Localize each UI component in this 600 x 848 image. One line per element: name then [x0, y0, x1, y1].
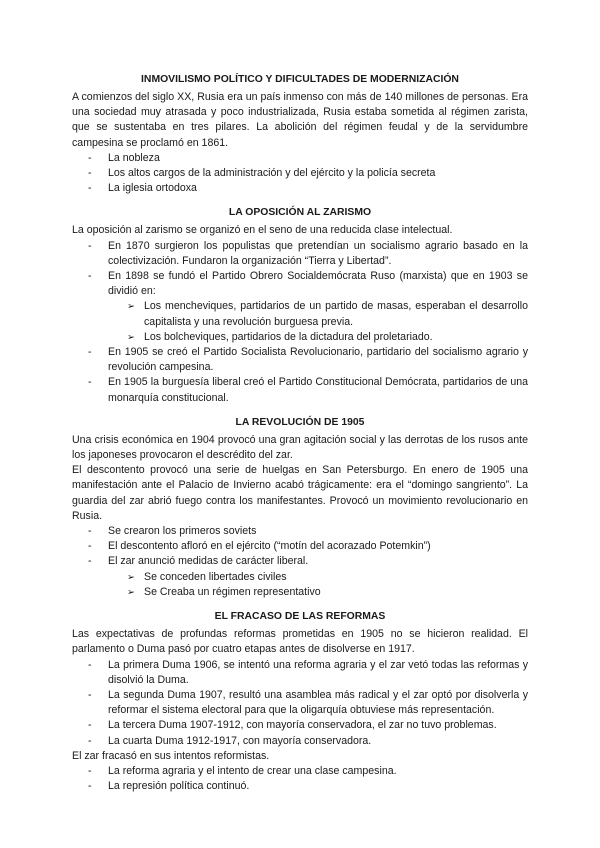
list-item: - En 1870 surgieron los populistas que pretendían un socialismo agrario basado en la colectivización. Fundaron la organización “Tierra y Libertad”.: [72, 239, 528, 269]
list-item: - Los altos cargos de la administración y del ejército y la policía secreta: [72, 166, 528, 181]
list-item: - La primera Duma 1906, se intentó una reforma agraria y el zar vetó todas las reformas y disolvió la Duma.: [72, 658, 528, 688]
sub-list-item-text: Se Creaba un régimen representativo: [144, 585, 321, 598]
sub-list-item: [72, 570, 528, 585]
list: [72, 151, 528, 197]
list-item: - En 1898 se fundó el Partido Obrero Socialdemócrata Ruso (marxista) que en 1903 se dividió en:: [72, 269, 528, 299]
list-item: - En 1905 la burguesía liberal creó el Partido Constitucional Demócrata, partidarios de una monarquía constitucional.: [72, 375, 528, 405]
sub-list-item: [72, 299, 528, 329]
arrow-bullet-icon: ➢: [127, 331, 135, 343]
sub-list-item: [72, 585, 528, 600]
list: [72, 764, 528, 794]
sub-list: [72, 570, 528, 600]
sub-list: [72, 299, 528, 345]
section-title-fracaso: EL FRACASO DE LAS REFORMAS: [214, 611, 386, 623]
list-item: - La represión política continuó.: [72, 779, 528, 794]
list-item: - Se crearon los primeros soviets: [72, 524, 528, 539]
list: [72, 524, 528, 570]
paragraph: A comienzos del siglo XX, Rusia era un país inmenso con más de 140 millones de personas. Era una sociedad muy atrasada y poco industrializada, Rusia estaba sometida al régimen zarista, que se sustentaba en tres pilares. La abolición del régimen feudal y de la servidumbre campesina se proclamó en 1861.: [72, 91, 528, 149]
sub-list-item-text: Los bolcheviques, partidarios de la dictadura del proletariado.: [144, 330, 433, 343]
list-item: - La cuarta Duma 1912-1917, con mayoría conservadora.: [72, 734, 528, 749]
list-item: - En 1905 se creó el Partido Socialista Revolucionario, partidario del socialismo agrario y revolución campesina.: [72, 345, 528, 375]
arrow-bullet-icon: ➢: [127, 571, 135, 583]
list-item: - La iglesia ortodoxa: [72, 181, 528, 196]
sub-list-item-text: Se conceden libertades civiles: [144, 570, 287, 583]
list-item: - La segunda Duma 1907, resultó una asamblea más radical y el zar optó por disolverla y reformar el sistema electoral para que la oligarquía obtuviese más representación.: [72, 688, 528, 718]
section-title-oposicion: LA OPOSICIÓN AL ZARISMO: [228, 207, 372, 219]
list: [72, 345, 528, 406]
sub-list-item: [72, 330, 528, 345]
paragraph: El descontento provocó una serie de huelgas en San Petersburgo. En enero de 1905 una manifestación ante el Palacio de Invierno acabó trágicamente: era el “domingo sangriento”. La guardia del zar abrió fuego contra los manifestantes. Provocó un movimiento revolucionario en Rusia.: [72, 464, 528, 522]
arrow-bullet-icon: ➢: [127, 301, 135, 313]
paragraph: Una crisis económica en 1904 provocó una gran agitación social y las derrotas de los rusos ante los japoneses provocaron el descrédito del zar.: [72, 433, 528, 462]
paragraph: La oposición al zarismo se organizó en el seno de una reducida clase intelectual.: [72, 224, 453, 237]
section-title-revolucion: LA REVOLUCIÓN DE 1905: [235, 416, 365, 428]
arrow-bullet-icon: ➢: [127, 586, 135, 598]
list-item: - La tercera Duma 1907-1912, con mayoría conservadora, el zar no tuvo problemas.: [72, 718, 528, 733]
list-item: - El descontento afloró en el ejército (“motín del acorazado Potemkin”): [72, 539, 528, 554]
list: [72, 658, 528, 749]
paragraph: El zar fracasó en sus intentos reformistas.: [72, 749, 270, 762]
list: [72, 239, 528, 300]
paragraph: Las expectativas de profundas reformas prometidas en 1905 no se hicieron realidad. El parlamento o Duma pasó por cuatro etapas antes de disolverse en 1917.: [72, 628, 528, 656]
section-title-inmovilismo: INMOVILISMO POLÍTICO Y DIFICULTADES DE MODERNIZACIÓN: [141, 74, 459, 85]
list-item: - El zar anunció medidas de carácter liberal.: [72, 554, 528, 569]
list-item: - La nobleza: [72, 151, 528, 166]
sub-list-item-text: Los mencheviques, partidarios de un partido de masas, esperaban el desarrollo capitalista y una revolución burguesa previa.: [144, 300, 528, 328]
list-item: - La reforma agraria y el intento de crear una clase campesina.: [72, 764, 528, 779]
